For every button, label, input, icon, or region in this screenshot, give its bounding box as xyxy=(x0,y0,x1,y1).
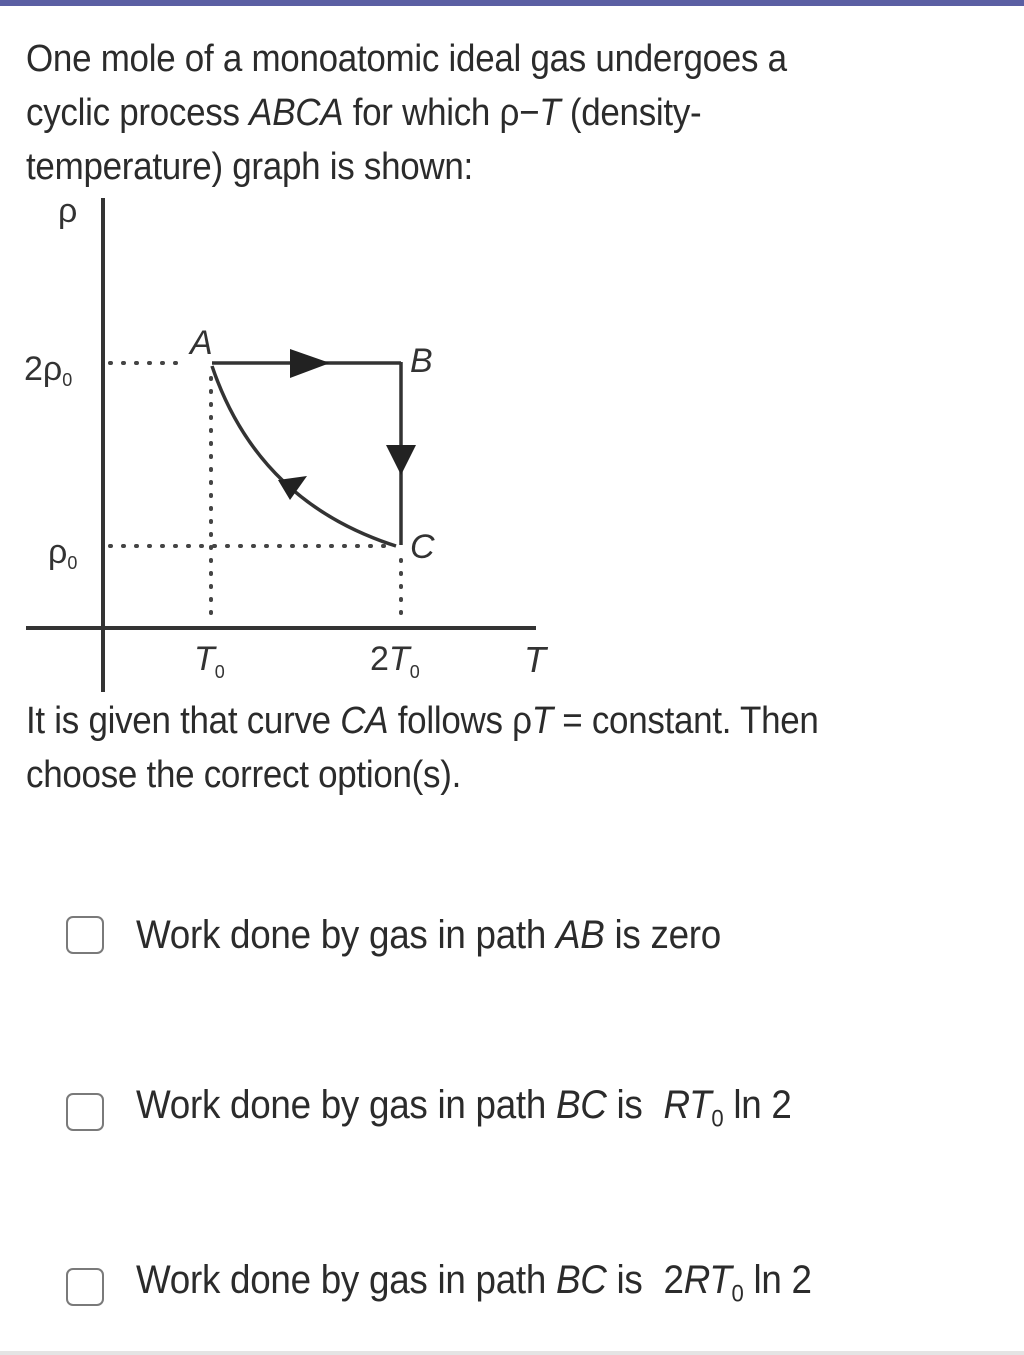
checkbox[interactable] xyxy=(66,1093,104,1131)
path-ca xyxy=(212,366,396,546)
guide-lines xyxy=(110,363,401,618)
option-label: Work done by gas in path AB is zero xyxy=(136,913,721,957)
arrow-down-icon xyxy=(386,445,416,475)
checkbox[interactable] xyxy=(66,1268,104,1306)
rho-t-diagram xyxy=(0,190,580,700)
option-label: Work done by gas in path BC is $2RT_0$ ln 2 xyxy=(136,1258,812,1308)
tick-label-2t0: $2T_0$ xyxy=(370,640,420,682)
point-label-c: C xyxy=(410,528,435,566)
point-label-b: B xyxy=(410,342,433,380)
tick-label-t0: $T_0$ xyxy=(194,640,225,682)
top-accent-bar xyxy=(0,0,1024,6)
tick-label-rho0: ρ0 xyxy=(48,533,78,573)
option-3[interactable] xyxy=(66,1255,871,1319)
question-line-1: One mole of a monoatomic ideal gas undergoes a xyxy=(26,38,787,80)
given-line-2: choose the correct option(s). xyxy=(26,754,462,796)
bottom-divider xyxy=(0,1351,1024,1355)
question-text xyxy=(26,32,787,194)
axis-label-rho: ρ xyxy=(58,192,78,230)
question-line-3: temperature) graph is shown: xyxy=(26,146,473,188)
question-line-2: cyclic process ABCA for which ρ−T (density- xyxy=(26,92,702,134)
given-line-1: It is given that curve CA follows ρT = constant. Then xyxy=(26,700,819,742)
option-1[interactable] xyxy=(66,910,772,960)
given-text xyxy=(26,694,819,802)
axis-label-t: T xyxy=(524,639,546,680)
point-label-a: A xyxy=(190,324,213,362)
checkbox[interactable] xyxy=(66,916,104,954)
option-2[interactable] xyxy=(66,1080,849,1144)
arrow-right-icon xyxy=(290,349,330,378)
tick-label-2rho0: 2ρ0 xyxy=(24,350,73,390)
option-label: Work done by gas in path BC is $RT_0$ ln 2 xyxy=(136,1083,792,1133)
